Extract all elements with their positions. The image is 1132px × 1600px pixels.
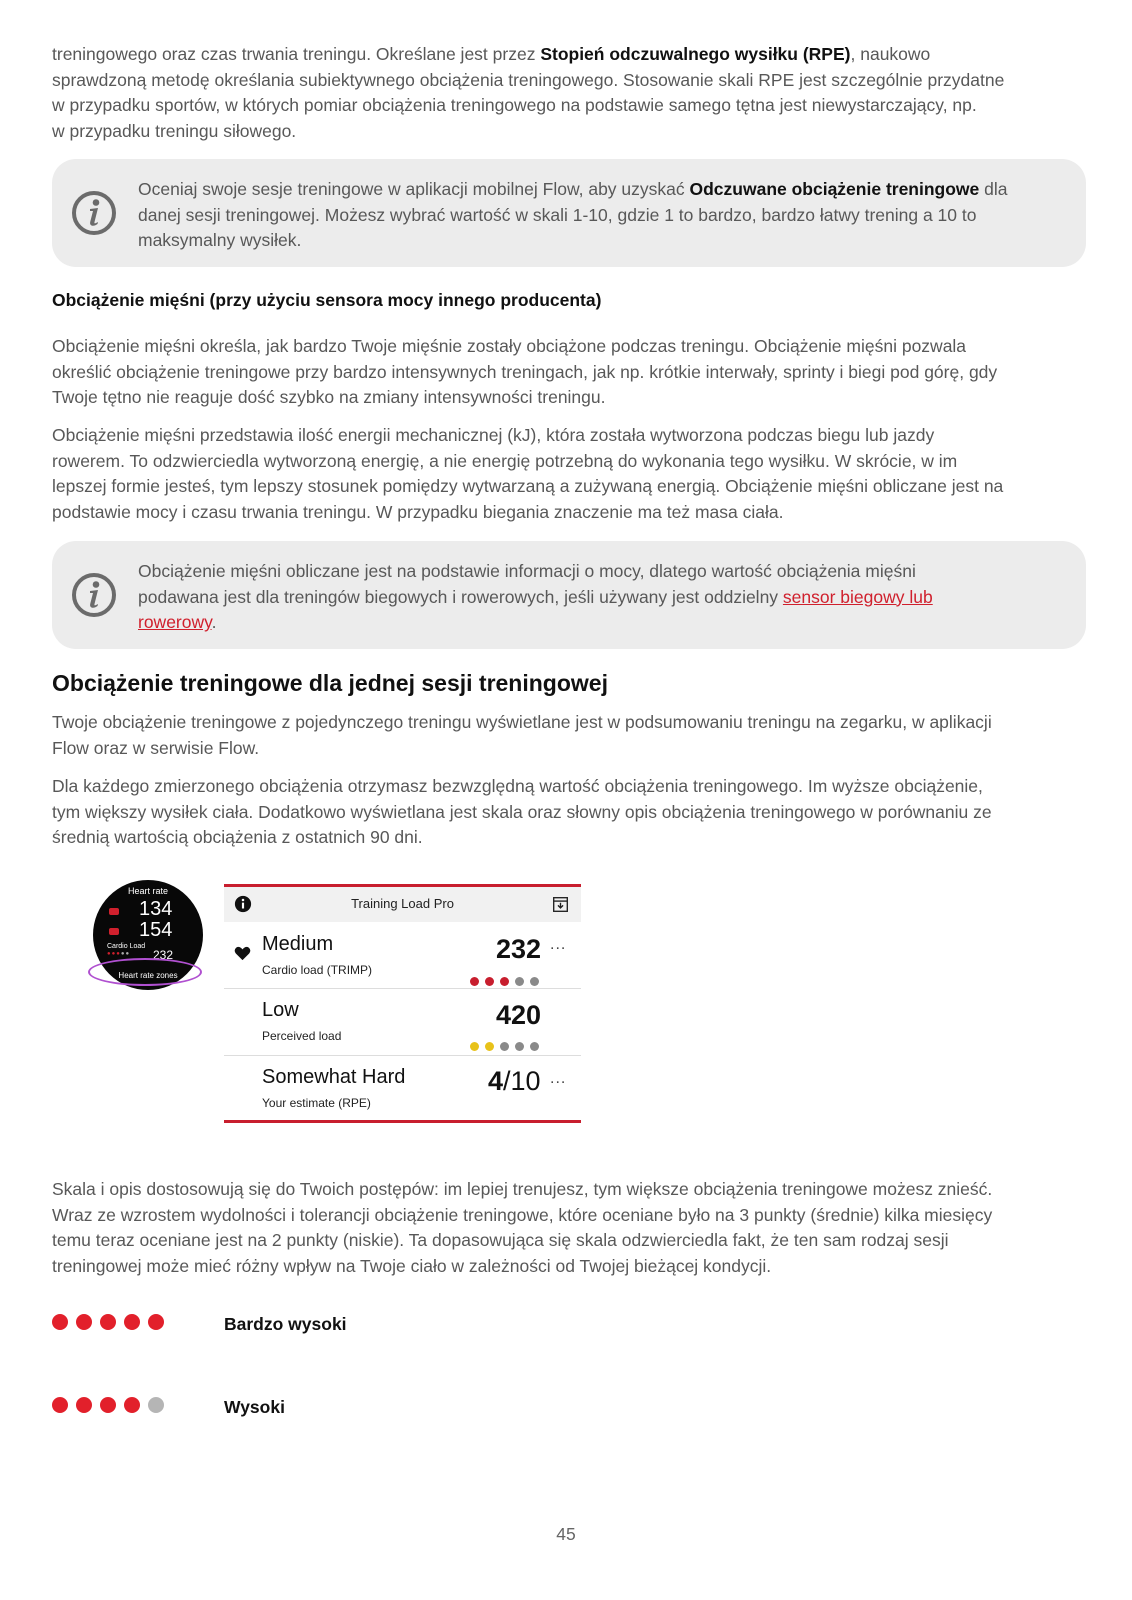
cardio-load-row[interactable] [224,922,581,989]
watch-cardio-dots: ●●●●● [107,951,131,957]
session-p2-line-1: Dla każdego zmierzonego obciążenia otrzymasz bezwzględną wartość obciążenia treningowego. Im wyższe obciążenie, [52,776,983,796]
muscle-p1-line-1: Obciążenie mięśni określa, jak bardzo Twoje mięśnie zostały obciążone podczas treningu. Obciążenie mięśni pozwala [52,336,967,356]
perceived-load-row[interactable] [224,989,581,1056]
perceived-load-value: 420 [496,1000,542,1030]
muscle-p1-line-2: określić obciążenie treningowe przy bardzo intensywnych treningach, jak np. krótkie interwały, sprinty i biegi pod górę, gdy [52,361,998,382]
scale-dot [52,1314,68,1330]
scale-dot [485,977,494,986]
muscle-p1-line-3: Twoje tętno nie reaguje dość szybko na zmiany intensywności treningu. [52,387,606,408]
scale-dot [530,1042,539,1051]
info-icon [70,571,118,619]
scale-dot [76,1314,92,1330]
scale-dot [124,1397,140,1413]
muscle-p2-line-3: lepszej formie jesteś, tym lepszy stosunek pomiędzy wytwarzaną a zużywaną energią. Obciążenie mięśni obliczane jest na [52,476,1004,497]
heart-rate-icon [109,928,119,935]
heart-rate-icon [109,908,119,915]
watch-footer: Heart rate zones [118,971,178,980]
info-box-rpe [52,159,1086,267]
adaptive-line-4: treningowej może mieć różny wpływ na Twoje ciało w zależności od Twojej bieżącej kondycji. [52,1255,772,1276]
muscle-p2-line-2: rowerem. To odzwierciedla wytworzoną energię, a nie energię potrzebną do wykonania tego wysiłku. W skrócie, w im [52,450,958,471]
sensor-link[interactable]: sensor biegowy lub [782,586,933,607]
muscle-load-heading: Obciążenie mięśni (przy użyciu sensora mocy innego producenta) [52,290,602,310]
scale-dot [500,1042,509,1051]
scale-dot [470,977,479,986]
intro-line-1: treningowego oraz czas trwania treningu. Określane jest przez Stopień odczuwalnego wysiłku (RPE), naukowo [52,44,931,64]
info2-line-2: podawana jest dla treningów biegowych i rowerowych, jeśli używany jest oddzielny sensor biegowy lub [138,586,933,607]
page-number: 45 [556,1524,576,1544]
session-p2-line-2: tym większy wysiłek ciała. Dodatkowo wyświetlana jest skala oraz słowny opis obciążenia treningowego w porównaniu ze [52,801,992,822]
scale-row-high [52,1393,652,1423]
session-p1-line-1: Twoje obciążenie treningowe z pojedynczego treningu wyświetlane jest w podsumowaniu treningu na zegarku, w aplikacji [52,712,992,732]
adaptive-line-1: Skala i opis dostosowują się do Twoich postępów: im lepiej trenujesz, tym większe obciążenia treningowe możesz znieść. [52,1179,993,1199]
info1-line-1: Oceniaj swoje sesje treningowe w aplikacji mobilnej Flow, aby uzyskać Odczuwane obciążenie treningowe dla [138,179,1008,199]
info-box-muscle-load [52,541,1086,649]
cardio-load-sublabel: Cardio load (TRIMP) [262,963,373,977]
scale-dot [515,1042,524,1051]
rpe-row[interactable] [224,1056,581,1122]
intro-line-2: sprawdzoną metodę określania subiektywnego obciążenia treningowego. Stosowanie skali RPE jest szczególnie przydatne [52,69,1005,90]
scale-dot [100,1397,116,1413]
scale-dot [515,977,524,986]
cardio-load-value: 232 [496,934,542,964]
panel-title: Training Load Pro [351,896,454,911]
perceived-load-level: Low [262,999,299,1021]
intro-line-4: w przypadku treningu siłowego. [52,120,297,141]
muscle-p2-line-1: Obciążenie mięśni przedstawia ilość energii mechanicznej (kJ), która została wytworzona podczas biegu lub jazdy [52,425,935,445]
adaptive-line-3: temu teraz oceniane jest na 2 punkty (niskie). Ta dopasowująca się skala odzwierciedla fakt, że ten sam rodzaj sesji [52,1230,949,1251]
heart-icon [234,946,251,961]
muscle-p2-line-4: podstawie mocy i czasu trwania treningu. W przypadku biegania znaczenie ma też masa ciała. [52,501,784,522]
rpe-sublabel: Your estimate (RPE) [262,1096,371,1110]
muscle-load-paragraph-2 [52,423,1092,525]
scale-dot [470,1042,479,1051]
scale-label-very-high: Bardzo wysoki [224,1314,347,1334]
session-p1-line-2: Flow oraz w serwisie Flow. [52,737,260,758]
session-paragraph-1 [52,710,1092,761]
bottom-accent-bar [224,1120,581,1123]
watch-value-1: 134 [139,898,173,920]
scale-dot [148,1397,164,1413]
watch-value-2: 154 [139,919,173,941]
session-load-heading: Obciążenie treningowe dla jednej sesji treningowej [52,670,608,696]
more-icon[interactable]: ... [550,936,567,953]
watch-cardio-label: Cardio Load [107,943,146,950]
info-icon [70,189,118,237]
info2-line-3: rowerowy. [138,612,217,633]
info2-line-1: Obciążenie mięśni obliczane jest na podstawie informacji o mocy, dlatego wartość obciążenia mięśni [138,561,916,581]
scale-dot [52,1397,68,1413]
scale-dot [148,1314,164,1330]
scale-dot [530,977,539,986]
session-p2-line-3: średnią wartością obciążenia z ostatnich 90 dni. [52,827,423,848]
scale-dot [76,1397,92,1413]
perceived-load-sublabel: Perceived load [262,1029,342,1043]
info1-line-2: danej sesji treningowej. Możesz wybrać wartość w skali 1-10, gdzie 1 to bardzo, bardzo łatwy trening a 10 to [138,204,977,225]
scale-dot [500,977,509,986]
training-load-pro-panel [224,884,581,1123]
watch-title: Heart rate [127,886,169,896]
adaptive-line-2: Wraz ze wzrostem wydolności i tolerancji obciążenie treningowe, które oceniane było na 3 punkty (średnie) kilka miesięcy [52,1204,993,1225]
cardio-load-level: Medium [262,933,334,955]
panel-header [224,887,581,922]
adaptive-scale-paragraph [52,1177,1092,1279]
session-paragraph-2 [52,774,1092,851]
rpe-level: Somewhat Hard [262,1066,406,1088]
rpe-value: 4/10 [488,1066,541,1096]
sensor-link-continued[interactable]: rowerowy [138,612,212,633]
intro-paragraph [52,42,1092,144]
watch-cardio-value: 232 [153,948,174,962]
muscle-load-paragraph-1 [52,334,1092,411]
info1-line-3: maksymalny wysiłek. [138,230,302,251]
scale-dot [485,1042,494,1051]
archive-icon[interactable] [552,896,569,913]
scale-dot [124,1314,140,1330]
scale-label-high: Wysoki [224,1397,285,1417]
more-icon[interactable]: ... [550,1070,567,1087]
intro-line-3: w przypadku sportów, w których pomiar obciążenia treningowego na podstawie samego tętna jest niewystarczający, np. [52,95,977,116]
scale-dot [100,1314,116,1330]
highlight-ring [88,958,202,986]
scale-row-very-high [52,1310,652,1340]
